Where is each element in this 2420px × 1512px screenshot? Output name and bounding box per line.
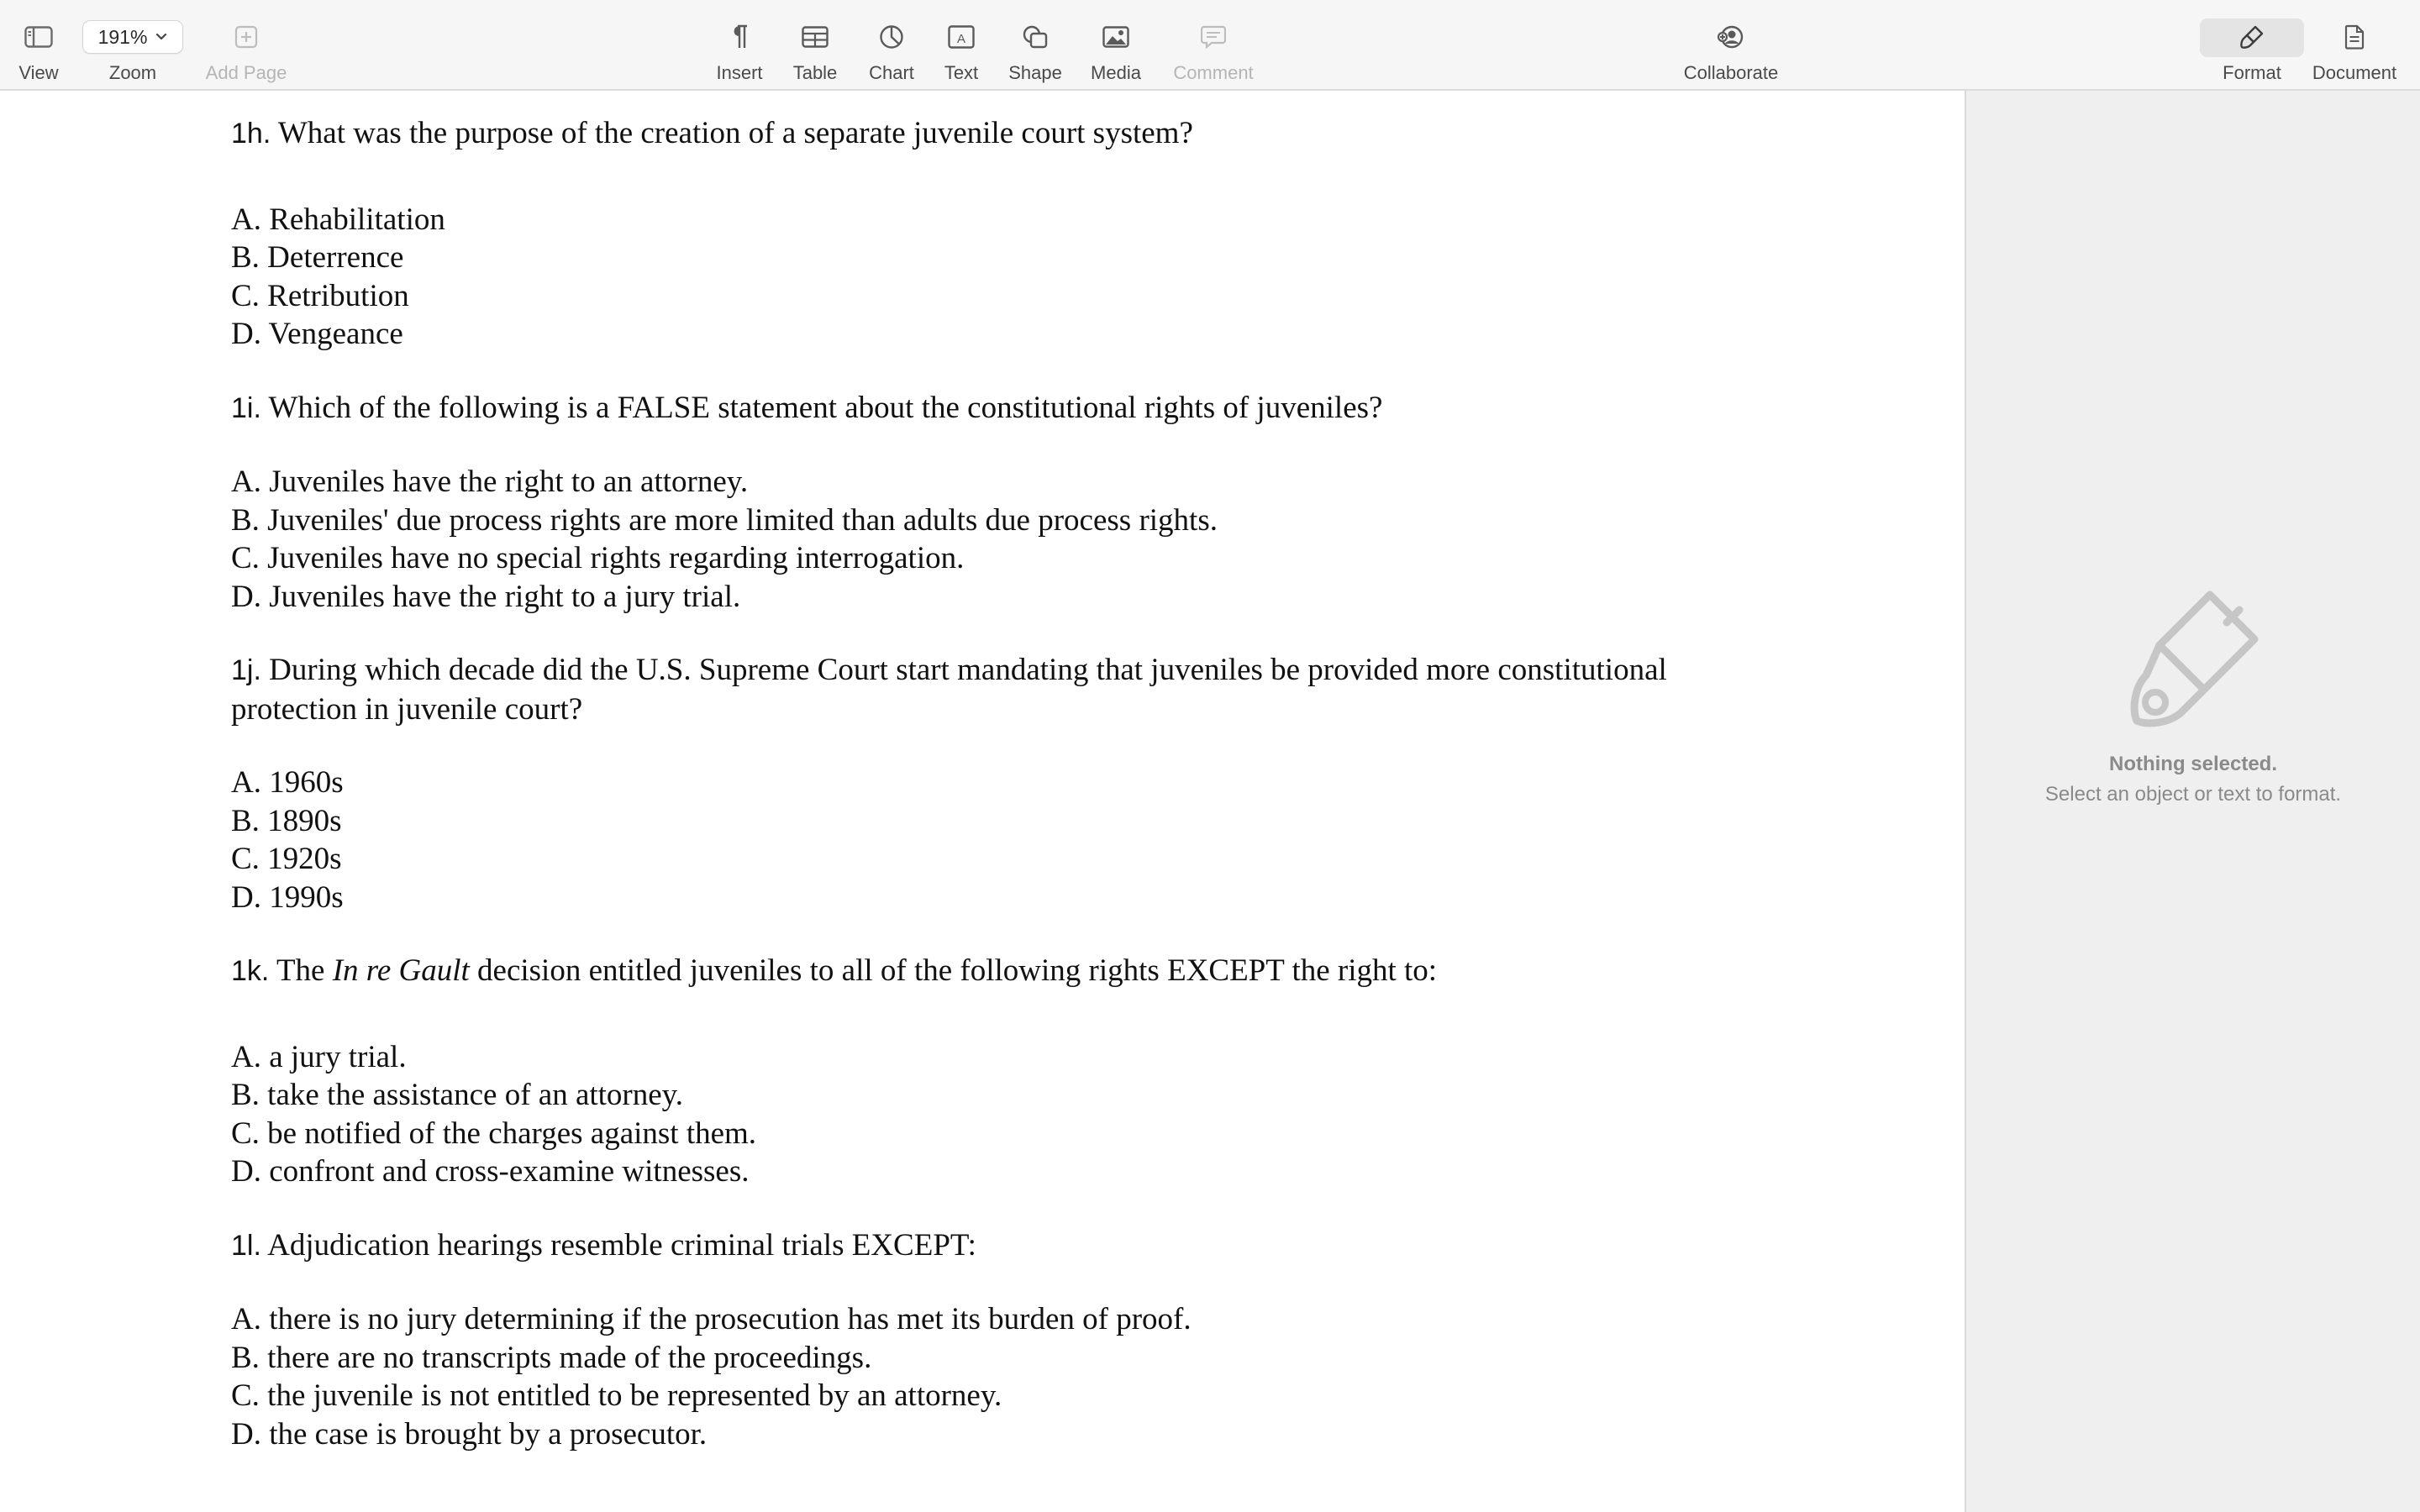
document-body[interactable] bbox=[231, 114, 1760, 1453]
question-text: The bbox=[269, 953, 333, 988]
answer-option[interactable]: A. Juveniles have the right to an attorney. bbox=[231, 465, 749, 499]
empty-selection-state bbox=[1966, 585, 2420, 806]
answer-option[interactable]: B. Deterrence bbox=[231, 240, 404, 275]
table-button[interactable] bbox=[786, 0, 844, 91]
comment-label: Comment bbox=[1173, 62, 1254, 83]
answer-option[interactable]: D. Vengeance bbox=[231, 317, 403, 351]
spacer bbox=[231, 1191, 1760, 1226]
document-canvas[interactable] bbox=[0, 91, 1965, 1512]
document-button[interactable] bbox=[2307, 0, 2402, 91]
comment-button[interactable] bbox=[1165, 0, 1262, 91]
answer-option[interactable]: D. confront and cross-examine witnesses. bbox=[231, 1154, 750, 1189]
answer-option[interactable]: A. a jury trial. bbox=[231, 1039, 407, 1074]
shape-button[interactable] bbox=[1003, 0, 1067, 91]
spacer bbox=[231, 616, 1760, 651]
shape-label: Shape bbox=[1008, 62, 1062, 83]
document-icon bbox=[2344, 13, 2365, 60]
question-1j[interactable] bbox=[231, 651, 1760, 728]
chart-label: Chart bbox=[869, 62, 914, 83]
answer-option[interactable]: D. the case is brought by a prosecutor. bbox=[231, 1416, 708, 1452]
answer-option[interactable]: A. 1960s bbox=[231, 765, 344, 800]
answer-option[interactable]: B. take the assistance of an attorney. bbox=[231, 1078, 684, 1112]
question-1k[interactable] bbox=[231, 952, 1760, 991]
table-icon bbox=[802, 13, 829, 60]
zoom-control[interactable] bbox=[81, 0, 185, 91]
chevron-down-icon bbox=[155, 33, 167, 41]
insert-label: Insert bbox=[716, 62, 763, 83]
question-text: What was the purpose of the creation of a separate juvenile court system? bbox=[271, 116, 1193, 150]
sidebar-toggle-icon bbox=[24, 13, 53, 60]
add-page-icon bbox=[234, 13, 258, 60]
answer-option[interactable]: C. 1920s bbox=[231, 842, 342, 876]
paragraph-icon bbox=[729, 13, 750, 60]
answer-option[interactable]: C. be notified of the charges against them. bbox=[231, 1116, 757, 1151]
answer-option[interactable]: D. Juveniles have the right to a jury trial. bbox=[231, 579, 741, 614]
shape-icon bbox=[1022, 13, 1049, 60]
question-number: 1k. bbox=[231, 955, 270, 987]
add-page-button[interactable] bbox=[202, 0, 291, 91]
zoom-box-wrap bbox=[82, 13, 183, 60]
media-label: Media bbox=[1091, 62, 1141, 83]
spacer bbox=[231, 154, 1760, 201]
question-text: Adjudication hearings resemble criminal trials EXCEPT: bbox=[260, 1227, 976, 1263]
paintbrush-placeholder-icon bbox=[2122, 585, 2265, 736]
text-label: Text bbox=[944, 62, 979, 83]
collaborate-icon bbox=[1717, 13, 1745, 60]
answer-option[interactable]: B. Juveniles' due process rights are more limited than adults due process rights. bbox=[231, 502, 1218, 538]
answer-option[interactable]: C. Retribution bbox=[231, 278, 409, 313]
media-button[interactable] bbox=[1084, 0, 1148, 91]
question-number: 1h. bbox=[231, 118, 271, 150]
insert-button[interactable] bbox=[710, 0, 769, 91]
toolbar bbox=[0, 0, 2420, 91]
question-number: 1l. bbox=[231, 1229, 261, 1262]
format-button[interactable] bbox=[2212, 0, 2292, 91]
answer-option[interactable]: A. Rehabilitation bbox=[231, 202, 445, 237]
media-icon bbox=[1102, 13, 1129, 60]
format-label: Format bbox=[2223, 62, 2281, 83]
zoom-label: Zoom bbox=[108, 62, 157, 83]
question-text: During which decade did the U.S. Supreme Court start mandating that juveniles be provided more constitutional protection in juvenile court? bbox=[231, 653, 1667, 727]
answer-option[interactable]: D. 1990s bbox=[231, 879, 344, 915]
svg-text:A: A bbox=[956, 32, 966, 46]
zoom-value: 191% bbox=[97, 25, 148, 48]
spacer bbox=[231, 991, 1760, 1038]
text-box-icon bbox=[948, 13, 975, 60]
answer-option[interactable]: B. 1890s bbox=[231, 803, 342, 838]
spacer bbox=[231, 916, 1760, 952]
answer-option[interactable]: B. there are no transcripts made of the proceedings. bbox=[231, 1340, 872, 1375]
table-label: Table bbox=[792, 62, 838, 83]
answer-option[interactable]: C. the juvenile is not entitled to be represented by an attorney. bbox=[231, 1378, 1002, 1413]
comment-icon bbox=[1201, 13, 1226, 60]
spacer bbox=[231, 728, 1760, 764]
nothing-selected-subtitle: Select an object or text to format. bbox=[2044, 783, 2342, 806]
view-label: View bbox=[18, 62, 59, 83]
nothing-selected-title: Nothing selected. bbox=[2108, 753, 2278, 775]
question-number: 1j. bbox=[231, 654, 261, 686]
chart-icon bbox=[879, 13, 904, 60]
paintbrush-icon bbox=[2239, 13, 2265, 60]
format-sidebar bbox=[1965, 91, 2420, 1512]
collaborate-button[interactable] bbox=[1676, 0, 1786, 91]
view-button[interactable] bbox=[12, 0, 66, 91]
add-page-label: Add Page bbox=[205, 62, 287, 83]
collaborate-label: Collaborate bbox=[1683, 62, 1779, 83]
spacer bbox=[231, 354, 1760, 389]
spacer bbox=[231, 428, 1760, 463]
answer-option[interactable]: C. Juveniles have no special rights regarding interrogation. bbox=[231, 541, 965, 575]
answer-option[interactable]: A. there is no jury determining if the prosecution has met its burden of proof. bbox=[231, 1302, 1192, 1336]
question-1i[interactable] bbox=[231, 389, 1760, 428]
document-label: Document bbox=[2312, 62, 2397, 83]
question-text: decision entitled juveniles to all of the following rights EXCEPT the right to: bbox=[469, 953, 1438, 988]
question-text: Which of the following is a FALSE statement about the constitutional rights of juveniles? bbox=[260, 390, 1383, 425]
text-button[interactable] bbox=[934, 0, 988, 91]
zoom-select[interactable] bbox=[82, 20, 183, 54]
question-number: 1i. bbox=[231, 391, 261, 424]
question-1l[interactable] bbox=[231, 1226, 1760, 1266]
question-1h[interactable] bbox=[231, 114, 1760, 154]
spacer bbox=[231, 1265, 1760, 1300]
case-name: In re Gault bbox=[332, 953, 470, 988]
chart-button[interactable] bbox=[861, 0, 922, 91]
